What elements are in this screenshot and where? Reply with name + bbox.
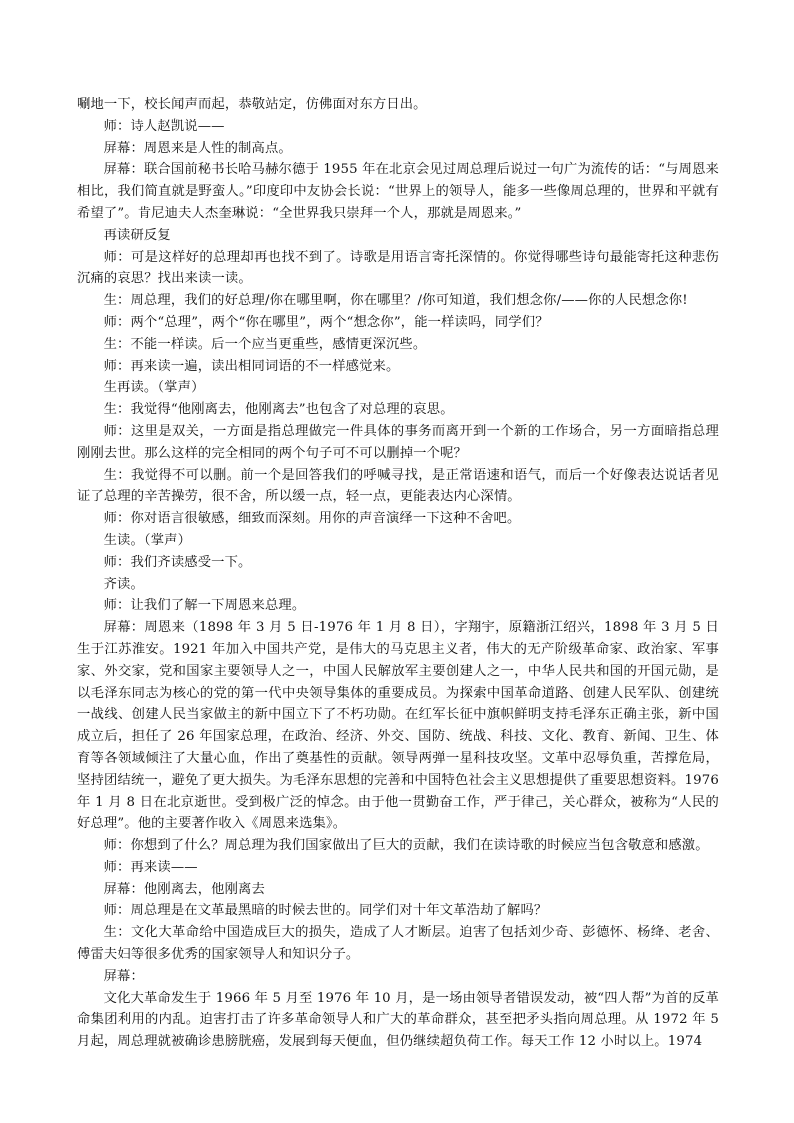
paragraph: 屏幕：周恩来是人性的制高点。 <box>103 140 292 156</box>
paragraph: 生读。（掌声） <box>103 532 192 548</box>
paragraph: 师：你对语言很敏感，细致而深刻。用你的声音演绎一下这种不舍吧。 <box>103 511 521 527</box>
paragraph: 屏幕：他刚离去，他刚离去 <box>103 881 265 897</box>
paragraph: 师：让我们了解一下周恩来总理。 <box>103 598 306 614</box>
paragraph: 生：文化大革命给中国造成巨大的损失，造成了人才断层。迫害了包括刘少奇、彭德怀、杨绛、老舍、傅雷夫妇等很多优秀的国家领导人和知识分子。 <box>77 925 719 963</box>
paragraph: 师：这里是双关，一方面是指总理做完一件具体的事务而离开到一个新的工作场合，另一方面暗指总理刚刚去世。那么这样的完全相同的两个句子可不可以删掉一个呢？ <box>77 423 719 461</box>
paragraph: 师：可是这样好的总理却再也找不到了。诗歌是用语言寄托深情的。你觉得哪些诗句最能寄托这种悲伤沉痛的哀思？找出来读一读。 <box>77 249 719 287</box>
paragraph: 唰地一下，校长闻声而起，恭敬站定，仿佛面对东方日出。 <box>77 97 427 112</box>
paragraph: 师：再来读—— <box>103 859 198 875</box>
paragraph: 生：不能一样读。后一个应当更重些，感情更深沉些。 <box>103 336 427 352</box>
paragraph: 师：你想到了什么？周总理为我们国家做出了巨大的贡献，我们在读诗歌的时候应当包含敬意和感激。 <box>103 838 709 854</box>
paragraph: 再读研反复 <box>103 227 171 243</box>
paragraph: 师：再来读一遍，读出相同词语的不一样感觉来。 <box>103 358 400 374</box>
paragraph: 师：周总理是在文革最黑暗的时候去世的。同学们对十年文革浩劫了解吗？ <box>103 903 548 919</box>
paragraph: 师：诗人赵凯说—— <box>103 118 225 134</box>
paragraph: 生再读。（掌声） <box>103 380 205 396</box>
paragraph: 齐读。 <box>103 576 144 592</box>
paragraph: 屏幕： <box>103 968 144 984</box>
document-body <box>77 94 719 1053</box>
paragraph: 师：我们齐读感受一下。 <box>103 554 252 570</box>
paragraph: 屏幕：联合国前秘书长哈马赫尔德于 1955 年在北京会见过周总理后说过一句广为流传的话：“与周恩来相比，我们简直就是野蛮人。”印度印中友协会长说：“世界上的领导人，能多一些像周总理的，世界和平就有希望了”。肯尼迪夫人杰奎琳说：“全世界我只崇拜一个人，那就是周恩来。” <box>77 162 719 221</box>
paragraph: 生：我觉得“他刚离去，他刚离去”也包含了对总理的哀思。 <box>103 402 454 418</box>
paragraph: 生：周总理，我们的好总理/你在哪里啊，你在哪里？/你可知道，我们想念你/——你的人民想念你! <box>103 293 688 309</box>
paragraph: 文化大革命发生于 1966 年 5 月至 1976 年 10 月，是一场由领导者错误发动，被“四人帮”为首的反革命集团利用的内乱。迫害打击了许多革命领导人和广大的革命群众，甚至把矛头指向周总理。从 1972 年 5 月起，周总理就被确诊患膀胱癌，发展到每天便血，但仍继续超负荷工作。每天工作 12 小时以上。1974 <box>77 990 719 1050</box>
paragraph: 屏幕：周恩来（1898 年 3 月 5 日-1976 年 1 月 8 日），字翔宇，原籍浙江绍兴，1898 年 3 月 5 日生于江苏淮安。1921 年加入中国共产党，是伟大的马克思主义者，伟大的无产阶级革命家、政治家、军事家、外交家，党和国家主要领导人之一，中国人民解放军主要创建人之一，中华人民共和国的开国元勋，是以毛泽东同志为核心的党的第一代中央领导集体的重要成员。为探索中国革命道路、创建人民军队、创建统一战线、创建人民当家做主的新中国立下了不朽功勋。在红军长征中旗帜鲜明支持毛泽东正确主张，新中国成立后，担任了 26 年国家总理，在政治、经济、外交、国防、统战、科技、文化、教育、新闻、卫生、体育等各领域倾注了大量心血，作出了奠基性的贡献。领导两弹一星科技攻坚。文革中忍辱负重，苦撑危局，坚持团结统一，避免了更大损失。为毛泽东思想的完善和中国特色社会主义思想提供了重要思想资料。1976 年 1 月 8 日在北京逝世。受到极广泛的悼念。由于他一贯勤奋工作，严于律己，关心群众，被称为“人民的好总理”。他的主要著作收入《周恩来选集》。 <box>77 620 719 832</box>
paragraph: 师：两个“总理”，两个“你在哪里”，两个“想念你”，能一样读吗，同学们？ <box>103 314 549 330</box>
paragraph: 生：我觉得不可以删。前一个是回答我们的呼喊寻找，是正常语速和语气，而后一个好像表达说话者见证了总理的辛苦操劳，很不舍，所以缓一点，轻一点，更能表达内心深情。 <box>77 467 719 505</box>
